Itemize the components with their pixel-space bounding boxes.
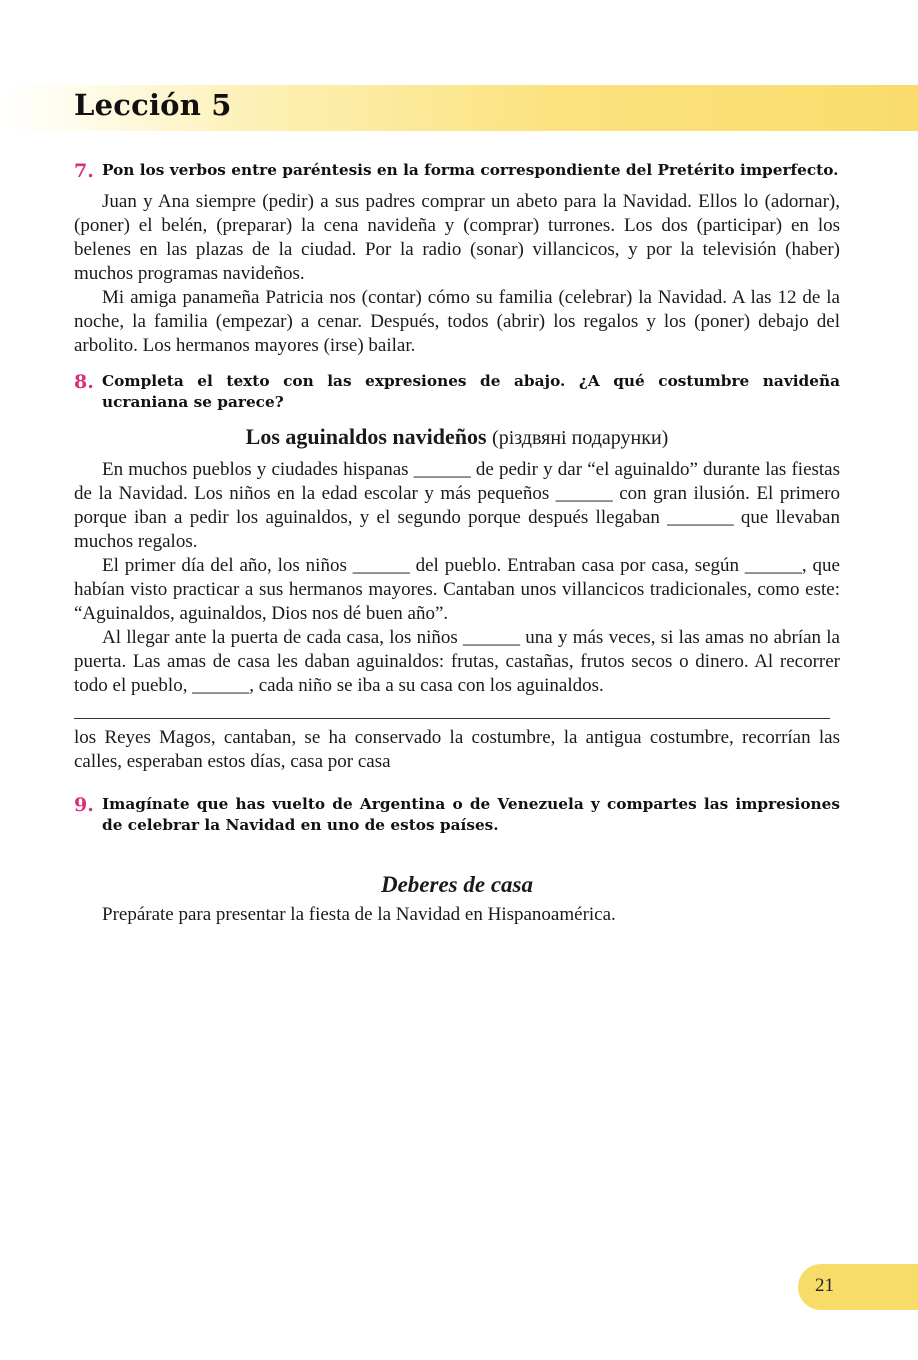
paragraph: Al llegar ante la puerta de cada casa, los niños ______ una y más veces, si las amas no abrían la puerta. Las amas de casa les daban aguinaldos: frutas, castañas, frutos secos o dinero. Al recorrer todo el pueblo, ______, cada niño se iba a su casa con los aguinaldos. bbox=[74, 627, 840, 696]
paragraph: Mi amiga panameña Patricia nos (contar) cómo su familia (celebrar) la Navidad. A las 12 de la noche, la familia (empezar) a cenar. Después, todos (abrir) los regalos y los (poner) debajo del arbolito. Los hermanos mayores (irse) bailar. bbox=[74, 287, 840, 356]
task-instruction: Pon los verbos entre paréntesis en la forma correspondiente del Pretérito imperfecto. bbox=[102, 161, 839, 179]
subtitle-translation: (різдвяні подарунки) bbox=[492, 427, 669, 449]
task-number: 7. bbox=[74, 160, 94, 182]
homework-text: Prepárate para presentar la fiesta de la Navidad en Hispanoamérica. bbox=[102, 904, 616, 925]
text-subtitle bbox=[74, 423, 840, 452]
page-content bbox=[74, 160, 840, 927]
task-instruction: Imagínate que has vuelto de Argentina o de Venezuela y compartes las impresiones de celebrar la Navidad en uno de estos países. bbox=[102, 795, 840, 834]
lesson-title: Lección 5 bbox=[74, 88, 232, 122]
task-7 bbox=[74, 160, 840, 181]
homework-title: Deberes de casa bbox=[380, 872, 533, 897]
task-instruction: Completa el texto con las expresiones de abajo. ¿A qué costumbre navideña ucraniana se parece? bbox=[102, 372, 840, 411]
task-8 bbox=[74, 371, 840, 413]
task-number: 8. bbox=[74, 371, 94, 393]
paragraph: El primer día del año, los niños ______ del pueblo. Entraban casa por casa, según ______, que habían visto practicar a sus hermanos mayores. Cantaban unos villancicos tradicionales, como este: “Aguinaldos, aguinaldos, Dios nos dé buen año”. bbox=[74, 555, 840, 624]
task-8-text bbox=[74, 458, 840, 698]
task-number: 9. bbox=[74, 794, 94, 816]
divider bbox=[74, 718, 830, 719]
expression-list: los Reyes Magos, cantaban, se ha conservado la costumbre, la antigua costumbre, recorrían las calles, esperaban estos días, casa por casa bbox=[74, 727, 840, 772]
paragraph: Juan y Ana siempre (pedir) a sus padres comprar un abeto para la Navidad. Ellos lo (adornar), (poner) el belén, (preparar) la cena navideña y (comprar) turrones. Los dos (participar) en los belenes en las plazas de la ciudad. Por la radio (sonar) villancicos, y por la televisión (haber) muchos programas navideños. bbox=[74, 191, 840, 284]
task-9 bbox=[74, 794, 840, 836]
task-7-text bbox=[74, 190, 840, 358]
paragraph: En muchos pueblos y ciudades hispanas ______ de pedir y dar “el aguinaldo” durante las fiestas de la Navidad. Los niños en la edad escolar y más pequeños ______ con gran ilusión. El primero porque iban a pedir los aguinaldos, y el segundo porque después llegaban _______ que llevaban muchos regalos. bbox=[74, 459, 840, 552]
page-number: 21 bbox=[815, 1275, 834, 1296]
subtitle-main: Los aguinaldos navideños bbox=[245, 424, 487, 449]
